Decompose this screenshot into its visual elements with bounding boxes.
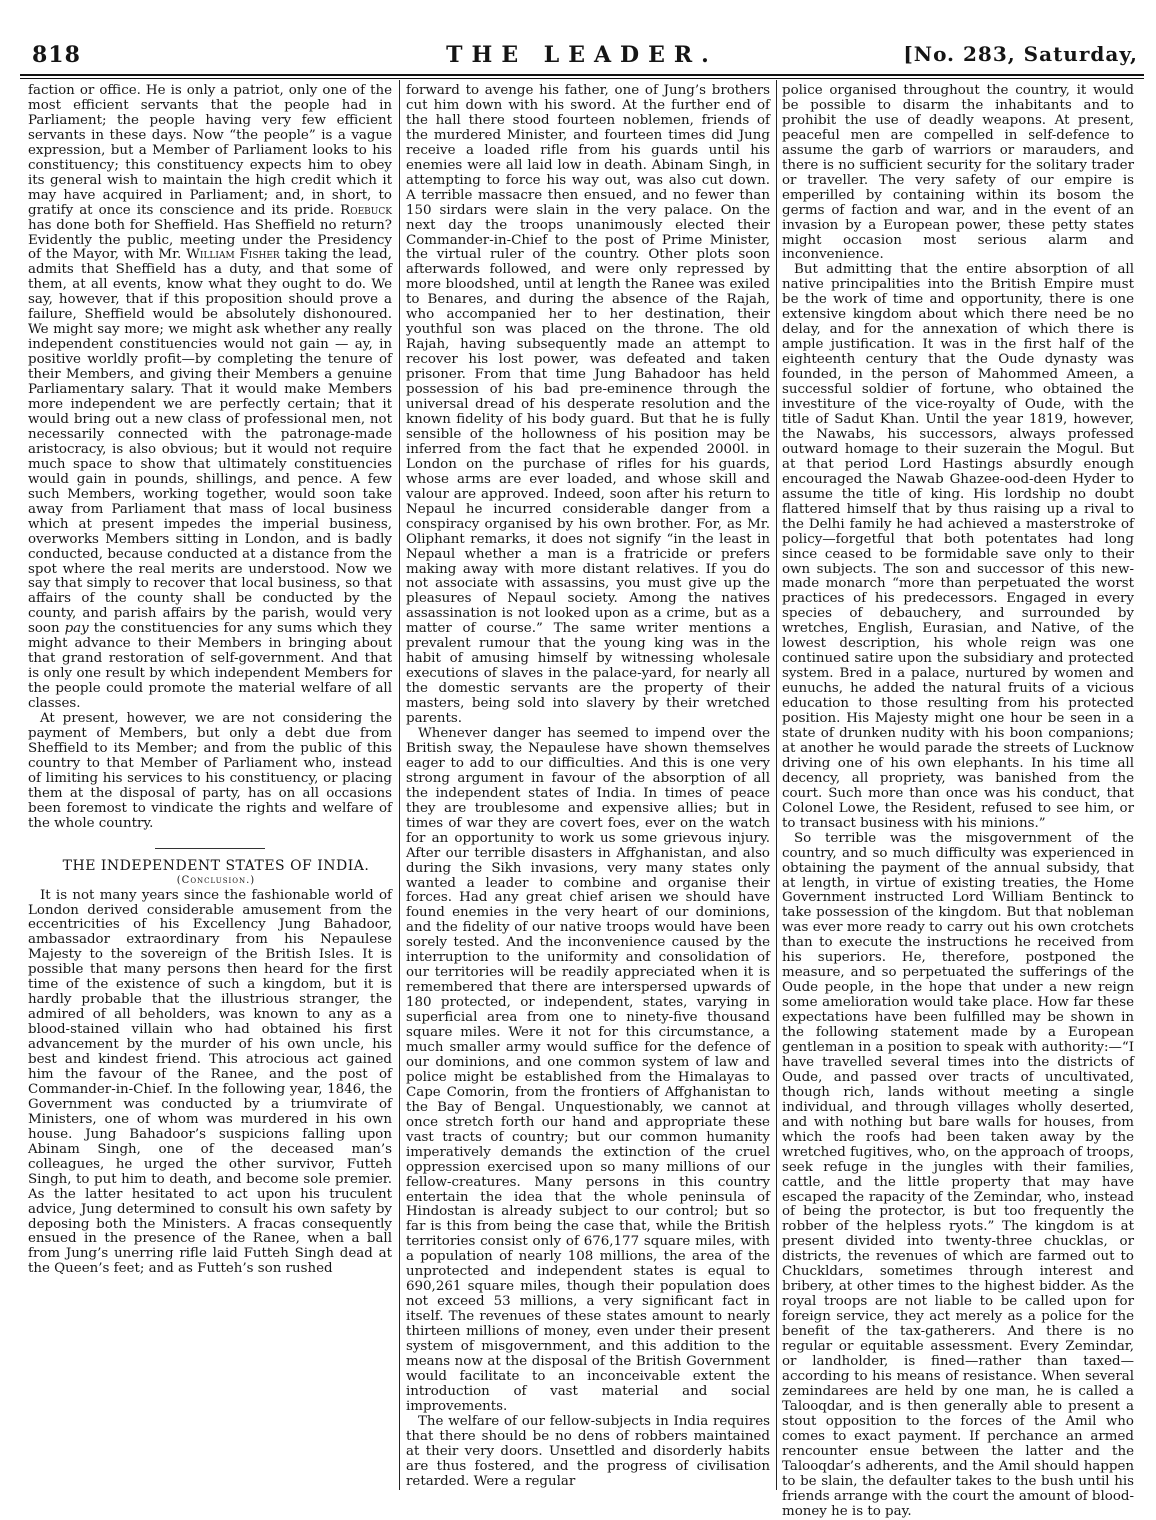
name-roebuck: Roebuck [340,202,392,218]
paragraph: Whenever danger has seemed to impend over the British sway, the Nepaulese have shown themselves eager to add to our difficulties. And this is one very strong argument in favour of the absorption of all the independent states of India. In times of peace they are troublesome and expensive allies; but in times of war they are covert foes, ever on the watch for an opportunity to work us some grievous injury. After our terrible disasters in Affghanistan, and also during the Sikh invasions, very many states only wanted a leader to combine and organise their forces. Had any great chief arisen we should have found enemies in the very heart of our dominions, and the fidelity of our native troops would have been sorely tested. And the inconvenience caused by the interruption to the uniformity and consolidation of our territories will be readily appreciated when it is remembered that there are interspersed upwards of 180 protected, or independent, states, varying in superficial area from one to ninety-five thousand square miles. Were it not for this circumstance, a much smaller army would suffice for the defence of our dominions, and one common system of law and police might be established from the Himalayas to Cape Comorin, from the frontiers of Affghanistan to the Bay of Bengal. Unquestionably, we cannot at once stretch forth our hand and appropriate these vast tracts of country; but our common humanity imperatively demands the extinction of the cruel oppression exercised upon so many millions of our fellow-creatures. Many persons in this country entertain the idea that the whole peninsula of Hindostan is already subject to our control; but so far is this from being the case that, while the British territories consist only of 676,177 square miles, with a population of nearly 108 millions, the area of the unprotected and independent states is equal to 690,261 square miles, though their population does not exceed 53 millions, a very significant fact in itself. The revenues of these states amount to nearly thirteen millions of money, even under their present system of misgovernment, and this addition to the means now at the disposal of the British Government would facilitate to an inconceivable extent the introduction of vast material and social improvements. [406,725,770,1414]
paragraph: The welfare of our fellow-subjects in India requires that there should be no dens of robbers maintained at their very doors. Unsettled and disorderly habits are thus fostered, and the progress of civilisation retarded. Were a regular [406,1413,770,1489]
page-number: 818 [32,42,81,68]
column-2 [406,83,770,1489]
name-william-fisher: William Fisher [186,247,280,263]
article-subheading: (Conclusion.) [176,874,256,886]
paragraph-text: the constituencies for any sums which they might advance to their Members in bringing about that grand restoration of self-government. And that is only one result by which independent Members for the people could promote the material welfare of all classes. [28,621,392,712]
paragraph: At present, however, we are not considering the payment of Members, but only a debt due from Sheffield to its Member; and from the public of this country to that Member of Parliament who, instead of limiting his services to his constituency, or placing them at the disposal of party, has on all occasions been foremost to vindicate the rights and welfare of the whole country. [28,711,392,831]
paragraph: So terrible was the misgovernment of the country, and so much difficulty was experienced in obtaining the payment of the annual subsidy, that at length, in virtue of existing treaties, the Home Government instructed Lord William Bentinck to take possession of the kingdom. But that nobleman was ever more ready to carry out his own crotchets than to execute the instructions he received from his superiors. He, therefore, postponed the measure, and so perpetuated the sufferings of the Oude people, in the hope that under a new reign some amelioration would take place. How far these expectations have been fulfilled may be shown in the following statement made by a European gentleman in a position to speak with authority:—“I have travelled several times into the districts of Oude, and passed over tracts of uncultivated, though rich, lands without meeting a single individual, and through villages wholly deserted, and with nothing but bare walls for houses, from which the roofs had been taken away by the wretched fugitives, who, on the approach of troops, seek refuge in the jungles with their families, cattle, and the little property that may have escaped the rapacity of the Zemindar, who, instead of being the protector, is but too frequently the robber of the helpless ryots.” The kingdom is at present divided into twenty-three chucklas, or districts, the revenues of which are farmed out to Chuckldars, sometimes through interest and bribery, at other times to the highest bidder. As the royal troops are not liable to be called upon for foreign service, they act merely as a police for the benefit of the tax-gatherers. And there is no regular or equitable assessment. Every Zemindar, or landholder, is fined—rather than taxed—according to his means of resistance. When several zemindarees are held by one man, he is called a Talooqdar, and is then generally able to present a stout opposition to the forces of the Amil who comes to exact payment. If perchance an armed rencounter ensue between the latter and the Talooqdar’s adherents, and the Amil should happen to be slain, the defaulter takes to the bush until his friends arrange with the court the amount of blood-money he is to pay. [782,830,1134,1519]
paragraph [28,84,392,712]
paragraph: But admitting that the entire absorption of all native principalities into the British Empire must be the work of time and opportunity, there is one extensive kingdom about which there need be no delay, and for the annexation of which there is ample justification. It was in the first half of the eighteenth century that the Oude dynasty was founded, in the person of Mahommed Ameen, a successful soldier of fortune, who obtained the investiture of the vice-royalty of Oude, with the title of Sadut Khan. Until the year 1819, however, the Nawabs, his successors, always professed outward homage to their suzerain the Mogul. But at that period Lord Hastings absurdly enough encouraged the Nawab Ghazee-ood-deen Hyder to assume the title of king. His lordship no doubt flattered himself that by thus raising up a rival to the Delhi family he had achieved a masterstroke of policy—forgetful that both potentates had long since ceased to be formidable save only to their own subjects. The son and successor of this new-made monarch “more than perpetuated the worst practices of his predecessors. Engaged in every species of debauchery, and surrounded by wretches, English, Eurasian, and Native, of the lowest description, his whole reign was one continued satire upon the subsidiary and protected system. Bred in a palace, nurtured by women and eunuchs, he added the natural fruits of a vicious education to those resulting from his protected position. His Majesty might one hour be seen in a state of drunken nudity with his boon companions; at another he would parade the streets of Lucknow driving one of his own elephants. In his time all decency, all propriety, was banished from the court. Such more than once was his conduct, that Colonel Lowe, the Resident, refused to see him, or to transact business with his minions.” [782,262,1134,831]
header-rule [20,74,1144,76]
column-divider [776,80,777,1490]
column-3 [782,83,1134,1519]
paragraph-text: has done both for Sheffield. Has Sheffield no return? Evidently the public, meeting under the Presidency of the Mayor, with Mr. [28,217,392,263]
paragraph-text: taking the lead, admits that Sheffield has a duty, and that some of them, at all events, know what they ought to do. We say, however, that if this proposition should prove a failure, Sheffield would be absolutely dishonoured. We might say more; we might ask whether any really independent constituencies would not gain — ay, in positive worldly profit—by completing the tenure of their Members, and giving their Members a genuine Parliamentary salary. That it would make Members more independent we are perfectly certain; that it would bring out a new class of professional men, not necessarily connected with the patronage-made aristocracy, is also obvious; but it would not require much space to show that ultimately constituencies would gain in pounds, shillings, and pence. A few such Members, working together, would soon take away from Parliament that mass of local business which at present impedes the imperial business, overworks Members sitting in London, and is badly conducted, because conducted at a distance from the spot where the real merits are understood. Now we say that simply to recover that local business, so that affairs of the county shall be conducted by the county, and parish affairs by the parish, would very soon [28,247,393,637]
paragraph: forward to avenge his father, one of Jung’s brothers cut him down with his sword. At the further end of the hall there stood fourteen noblemen, friends of the murdered Minister, and fourteen times did Jung receive a loaded rifle from his guards until his enemies were all laid low in death. Abinam Singh, in attempting to force his way out, was also cut down. A terrible massacre then ensued, and no fewer than 150 sirdars were slain in the very palace. On the next day the troops unanimously elected their Commander-in-Chief to the post of Prime Minister, the virtual ruler of the country. Other plots soon afterwards followed, and were only repressed by more bloodshed, until at length the Ranee was exiled to Benares, and during the absence of the Rajah, who accompanied her to her destination, their youthful son was placed on the throne. The old Rajah, having subsequently made an attempt to recover his lost power, was defeated and taken prisoner. From that time Jung Bahadoor has held possession of his bad pre-eminence through the universal dread of his desperate resolution and the known fidelity of his body guard. But that he is fully sensible of the hollowness of his position may be inferred from the fact that he expended 2000l. in London on the purchase of rifles for his guards, whose arms are ever loaded, and whose skill and valour are approved. Indeed, soon after his return to Nepaul he incurred considerable danger from a conspiracy organised by his own brother. For, as Mr. Oliphant remarks, it does not signify “in the least in Nepaul whether a man is a fratricide or prefers making away with more distant relatives. If you do not associate with assassins, you must give up the pleasures of Nepaul society. Among the natives assassination is not looked upon as a crime, but as a matter of course.” The same writer mentions a prevalent rumour that the young king was in the habit of amusing himself by witnessing wholesale executions of slaves in the palace-yard, for nearly all the domestic servants are the property of their masters, being sold into slavery by their wretched parents. [406,83,770,727]
emphasis-pay: pay [64,621,89,637]
header-rule-thin [20,78,1144,79]
column-1 [28,84,392,1484]
masthead [20,42,1144,72]
paragraph: police organised throughout the country, it would be possible to disarm the inhabitants and to prohibit the use of deadly weapons. At present, peaceful men are compelled in self-defence to assume the garb of warriors or marauders, and there is no sufficient security for the solitary trader or traveller. The very safety of our empire is emperilled by containing within its bosom the germs of faction and war, and in the event of an invasion by a European power, these petty states might occasion most serious alarm and inconvenience. [782,83,1134,263]
article-heading: THE INDEPENDENT STATES OF INDIA. [62,857,370,874]
issue-number: [No. 283, Saturday, [903,42,1138,66]
paragraph: It is not many years since the fashionable world of London derived considerable amusement from the eccentricities of his Excellency Jung Bahadoor, ambassador extraordinary from his Nepaulese Majesty to the sovereign of the British Isles. It is possible that many persons then heard for the first time of the existence of such a kingdom, but it is hardly probable that the illustrious stranger, the admired of all beholders, was known to any as a blood-stained villain who had obtained his first advancement by the murder of his own uncle, his best and kindest friend. This atrocious act gained him the favour of the Ranee, and the post of Commander-in-Chief. In the following year, 1846, the Government was conducted by a triumvirate of Ministers, one of whom was murdered in his own house. Jung Bahadoor’s suspicions falling upon Abinam Singh, one of the deceased man’s colleagues, he urged the other survivor, Futteh Singh, to put him to death, and become sole premier. As the latter hesitated to act upon his truculent advice, Jung determined to consult his own safety by deposing both the Ministers. A fracas consequently ensued in the presence of the Ranee, when a ball from Jung’s unerring rifle laid Futteh Singh dead at the Queen’s feet; and as Futteh’s son rushed [28,887,392,1277]
section-divider [155,848,265,849]
newspaper-title: THE LEADER. [446,42,718,68]
paragraph-text: faction or office. He is only a patriot, only one of the most efficient servants that the people had in Parliament; the people having very few efficient servants in these days. Now “the people” is a vague expression, but a Member of Parliament looks to his constituency; this constituency expects him to obey its general wish to maintain the high credit which it may have acquired in Parliament; and, in short, to gratify at once its conscience and its pride. [28,83,392,218]
column-divider [399,80,400,1490]
